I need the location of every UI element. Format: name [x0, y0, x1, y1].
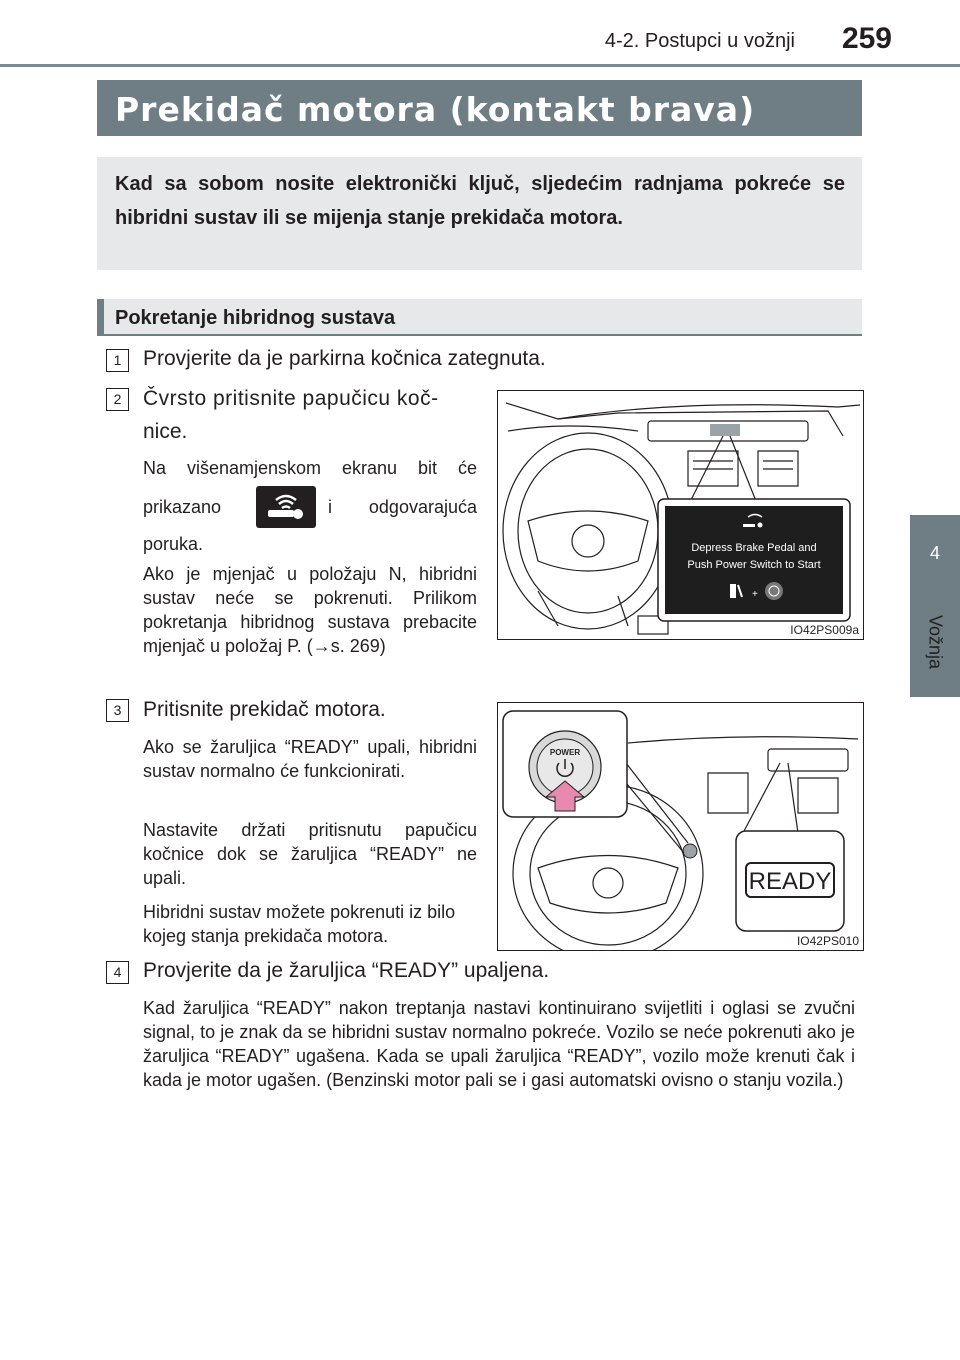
step-text: nice. [143, 420, 188, 443]
header-rule [0, 64, 960, 67]
step-note: Kad žaruljica “READY” nakon treptanja nastavi kontinuirano svijetliti i oglasi se zvučni signal, to je znak da se hibridni sustav normalno pokreće. Vozilo se neće pokrenuti ako je žaruljica “READY” ugašena. Kada se upali žaruljica “READY”, vozilo može krenuti čak i kada je motor ugašen. (Benzinski motor pali se i gasi automatski ovisno o stanju vozila.) [143, 998, 855, 1090]
step-number: 2 [106, 388, 129, 411]
intro-box [97, 157, 862, 270]
step-number: 1 [106, 349, 129, 372]
dashboard-illustration [498, 391, 863, 639]
power-button-label: POWER [549, 748, 581, 757]
step-note: Hibridni sustav možete pokrenuti iz bilo kojeg stanja prekidača motora. [143, 902, 456, 946]
figure-power-switch [497, 702, 864, 951]
power-switch-illustration [498, 703, 863, 950]
main-title-bar [97, 80, 862, 136]
step-text: Provjerite da je žaruljica “READY” upaljena. [143, 959, 550, 982]
page-number: 259 [841, 22, 892, 55]
step-note: Nastavite držati pritisnutu papučicu kočnice dok se žaruljica “READY” ne upali. [143, 820, 477, 888]
figure-id: IO42PS009a [790, 623, 859, 637]
step-text: Pritisnite prekidač motora. [143, 698, 386, 721]
ready-indicator-label: READY [748, 868, 832, 895]
chapter-name-wrapper [912, 602, 958, 682]
chapter-number: 4 [929, 543, 940, 563]
step-note: Ako se žaruljica “READY” upali, hibridni sustav normalno će funkcionirati. [143, 737, 477, 781]
step-number: 3 [106, 699, 129, 722]
step-note: i odgovarajuća [328, 497, 477, 517]
display-message-line1: Depress Brake Pedal and [691, 542, 817, 554]
step-text: Čvrsto pritisnite papučicu koč- [143, 387, 439, 410]
section-heading-rule [97, 334, 862, 336]
chapter-name: Vožnja [925, 614, 946, 670]
section-heading-accent [97, 299, 104, 335]
key-warning-icon [256, 486, 316, 528]
step-note: poruka. [143, 534, 204, 554]
step-note: Ako je mjenjač u položaju N, hibridni sustav neće se pokrenuti. Prilikom pokretanja hibridnog sustava prebacite mjenjač u položaj P. (→s. 269) [143, 564, 477, 656]
intro-text: Kad sa sobom nosite elektronički ključ, sljedećim radnjama pokreće se hibridni sustav ili se mijenja stanje prekidača motora. [115, 173, 845, 229]
figure-id: IO42PS010 [796, 934, 859, 948]
running-header-section: 4-2. Postupci u vožnji [604, 30, 795, 52]
step-number: 4 [106, 961, 129, 984]
step-note: Na višenamjenskom ekranu bit će [143, 458, 477, 478]
section-heading: Pokretanje hibridnog sustava [115, 307, 396, 329]
section-heading-bar [97, 299, 862, 335]
figure-dashboard-message [497, 390, 864, 640]
main-title: Prekidač motora (kontakt brava) [115, 90, 756, 129]
step-text: Provjerite da je parkirna kočnica zategnuta. [143, 347, 546, 370]
step-note: prikazano [143, 497, 222, 517]
svg-text:+: + [752, 589, 758, 600]
display-message-line2: Push Power Switch to Start [687, 559, 821, 571]
